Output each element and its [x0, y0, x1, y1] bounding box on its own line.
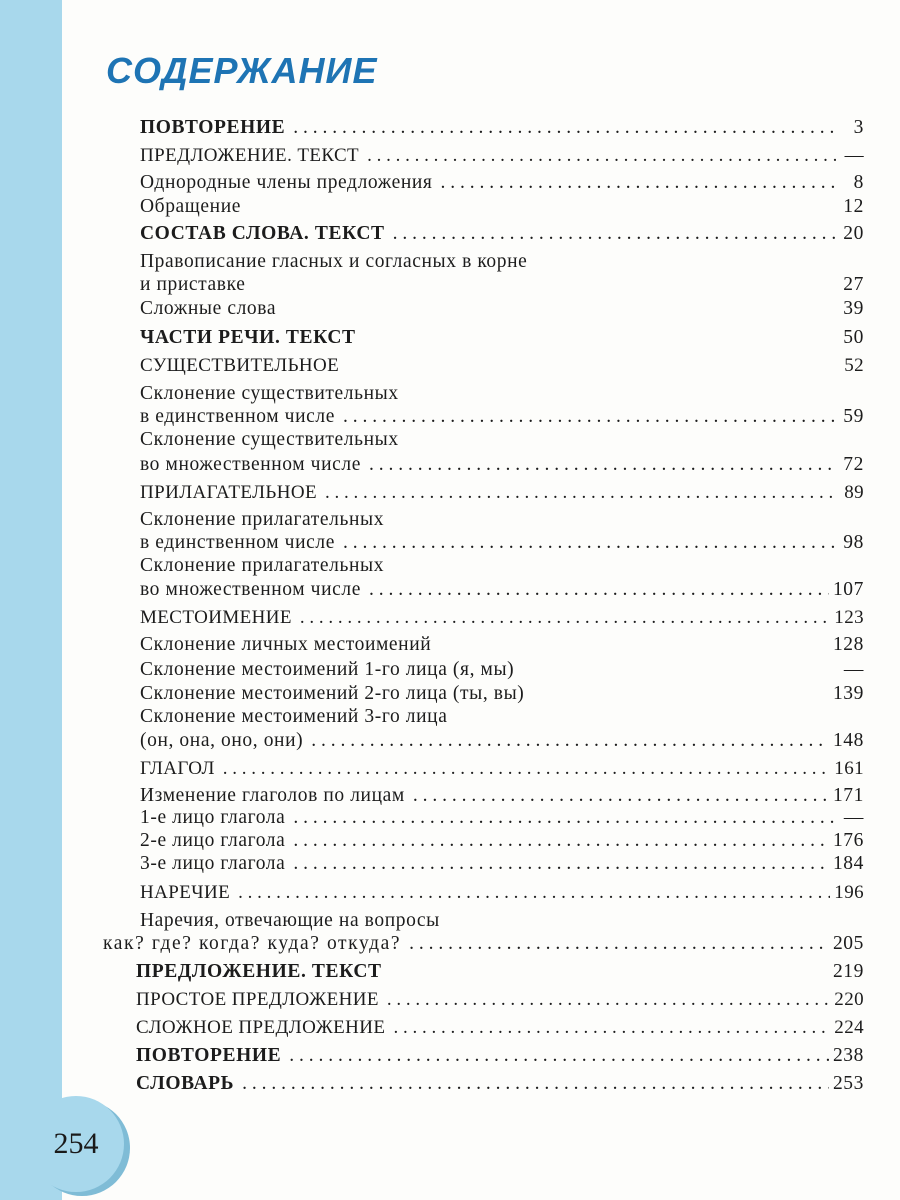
- toc-entry-page: 89: [844, 482, 864, 503]
- toc-entry-first-line: Правописание гласных и согласных в корне: [140, 251, 528, 272]
- toc-entry-page: 224: [834, 1017, 864, 1038]
- toc-entry-label: НАРЕЧИЕ: [140, 882, 231, 903]
- toc-entry-page: —: [843, 807, 864, 828]
- toc-entry-page: 98: [843, 532, 864, 553]
- toc-entry[interactable]: [140, 482, 864, 504]
- toc-entry[interactable]: [140, 196, 864, 218]
- dot-leader: [311, 730, 829, 752]
- toc-entry[interactable]: [140, 355, 864, 377]
- toc-entry-page: —: [844, 145, 864, 166]
- toc-entry-label: ПРЕДЛОЖЕНИЕ. ТЕКСТ: [140, 145, 360, 166]
- toc-entry[interactable]: [140, 758, 864, 780]
- toc-entry-page: —: [843, 659, 864, 680]
- side-color-strip: [0, 0, 62, 1200]
- dot-leader: [289, 1045, 829, 1067]
- toc-entry[interactable]: [140, 172, 864, 194]
- toc-entry-label: ГЛАГОЛ: [140, 758, 215, 779]
- toc-entry[interactable]: [140, 223, 864, 245]
- dot-leader: [369, 579, 829, 601]
- dot-leader: [293, 853, 829, 875]
- dot-leader: [300, 607, 830, 629]
- toc-entry[interactable]: [136, 1017, 864, 1039]
- dot-leader: [223, 758, 831, 780]
- dot-leader: [293, 117, 836, 139]
- toc-entry-label: в единственном числе: [140, 532, 335, 553]
- page-number: 254: [53, 1127, 99, 1160]
- toc-entry-label: СЛОЖНОЕ ПРЕДЛОЖЕНИЕ: [136, 1017, 386, 1038]
- toc-entry[interactable]: [140, 785, 864, 807]
- toc-entry-page: 219: [832, 961, 864, 982]
- toc-entry-page: 253: [832, 1073, 864, 1094]
- toc-entry[interactable]: [140, 683, 864, 705]
- toc-entry-label: ПОВТОРЕНИЕ: [136, 1045, 282, 1066]
- toc-entry[interactable]: [136, 961, 864, 983]
- toc-entry-page: 8: [853, 172, 864, 193]
- dot-leader: [293, 830, 829, 852]
- dot-leader: [238, 882, 830, 904]
- toc-entry[interactable]: [140, 579, 864, 601]
- toc-entry-label: Обращение: [140, 196, 242, 217]
- toc-entry[interactable]: [140, 607, 864, 629]
- toc-entry-label: 1-е лицо глагола: [140, 807, 286, 828]
- toc-entry-first-line: Склонение местоимений 3-го лица: [140, 706, 448, 727]
- toc-entry-label: во множественном числе: [140, 454, 361, 475]
- toc-entry[interactable]: [140, 532, 864, 554]
- toc-entry-first-line: Склонение существительных: [140, 383, 399, 404]
- toc-entry-label: Однородные члены предложения: [140, 172, 433, 193]
- toc-entry-label: Изменение глаголов по лицам: [140, 785, 405, 806]
- toc-entry[interactable]: [140, 882, 864, 904]
- dot-leader: [293, 807, 836, 829]
- toc-entry-page: 184: [832, 853, 864, 874]
- toc-entry-page: 171: [832, 785, 864, 806]
- toc-entry[interactable]: [136, 1073, 864, 1095]
- toc-entry[interactable]: [140, 853, 864, 875]
- toc-entry-page: 3: [853, 117, 864, 138]
- toc-entry-label: СЛОВАРЬ: [136, 1073, 235, 1094]
- toc-entry-label: ПРИЛАГАТЕЛЬНОЕ: [140, 482, 317, 503]
- toc-entry-page: 220: [834, 989, 864, 1010]
- dot-leader: [343, 406, 836, 428]
- toc-entry-page: 123: [834, 607, 864, 628]
- dot-leader: [325, 482, 836, 504]
- toc-entry-label: Склонение личных местоимений: [140, 634, 432, 655]
- toc-entry[interactable]: [140, 830, 864, 852]
- toc-entry-label: СОСТАВ СЛОВА. ТЕКСТ: [140, 223, 385, 244]
- toc-entry[interactable]: [140, 659, 864, 681]
- toc-entry-label: ПРЕДЛОЖЕНИЕ. ТЕКСТ: [136, 961, 382, 982]
- toc-entry-first-line: Склонение существительных: [140, 429, 399, 450]
- dot-leader: [387, 989, 830, 1011]
- dot-leader: [413, 785, 829, 807]
- toc-entry-page: 59: [843, 406, 864, 427]
- toc-entry-page: 128: [832, 634, 864, 655]
- toc-entry-page: 27: [843, 274, 864, 295]
- dot-leader: [242, 1073, 829, 1095]
- toc-entry-page: 52: [844, 355, 864, 376]
- toc-entry-page: 176: [832, 830, 864, 851]
- toc-entry-page: 148: [832, 730, 864, 751]
- toc-entry-label: 3-е лицо глагола: [140, 853, 286, 874]
- toc-entry-label: во множественном числе: [140, 579, 361, 600]
- toc-entry[interactable]: [140, 454, 864, 476]
- dot-leader: [409, 933, 829, 955]
- toc-entry[interactable]: [140, 117, 864, 139]
- toc-entry[interactable]: [136, 989, 864, 1011]
- toc-entry[interactable]: [140, 298, 864, 320]
- toc-entry-page: 72: [843, 454, 864, 475]
- toc-entry-label: Склонение местоимений 1-го лица (я, мы): [140, 659, 515, 680]
- toc-entry-first-line: Склонение прилагательных: [140, 509, 385, 530]
- toc-entry-label: СУЩЕСТВИТЕЛЬНОЕ: [140, 355, 340, 376]
- toc-entry-label: как? где? когда? куда? откуда?: [103, 933, 402, 954]
- toc-entry-label: Сложные слова: [140, 298, 277, 319]
- toc-entry-page: 205: [832, 933, 864, 954]
- dot-leader: [367, 145, 836, 167]
- toc-entry[interactable]: [140, 807, 864, 829]
- toc-entry-label: (он, она, оно, они): [140, 730, 304, 751]
- toc-entry[interactable]: [140, 730, 864, 752]
- dot-leader: [393, 1017, 830, 1039]
- toc-entry[interactable]: [140, 406, 864, 428]
- toc-entry-page: 238: [832, 1045, 864, 1066]
- toc-entry-label: МЕСТОИМЕНИЕ: [140, 607, 292, 628]
- toc-entry[interactable]: [136, 1045, 864, 1067]
- toc-entry-page: 39: [843, 298, 864, 319]
- toc-entry[interactable]: [140, 145, 864, 167]
- toc-entry[interactable]: [140, 327, 864, 349]
- page-title: СОДЕРЖАНИЕ: [106, 50, 378, 91]
- dot-leader: [343, 532, 836, 554]
- toc-entry-first-line: Склонение прилагательных: [140, 555, 385, 576]
- toc-entry-page: 50: [843, 327, 864, 348]
- toc-entry[interactable]: [103, 933, 864, 955]
- toc-entry-page: 139: [832, 683, 864, 704]
- toc-entry-page: 161: [834, 758, 864, 779]
- toc-entry-page: 107: [832, 579, 864, 600]
- dot-leader: [369, 454, 836, 476]
- toc-entry-label: и приставке: [140, 274, 246, 295]
- toc-entry[interactable]: [140, 274, 864, 296]
- toc-entry-label: Склонение местоимений 2-го лица (ты, вы): [140, 683, 525, 704]
- toc-entry-label: в единственном числе: [140, 406, 335, 427]
- toc-entry-label: ПРОСТОЕ ПРЕДЛОЖЕНИЕ: [136, 989, 379, 1010]
- toc-entry-label: ЧАСТИ РЕЧИ. ТЕКСТ: [140, 327, 356, 348]
- toc-entry-first-line: Наречия, отвечающие на вопросы: [140, 910, 440, 931]
- dot-leader: [393, 223, 836, 245]
- toc-entry-label: 2-е лицо глагола: [140, 830, 286, 851]
- toc-entry-page: 196: [834, 882, 864, 903]
- toc-entry-label: ПОВТОРЕНИЕ: [140, 117, 286, 138]
- toc-entry-page: 12: [843, 196, 864, 217]
- toc-entry[interactable]: [140, 634, 864, 656]
- toc-entry-page: 20: [843, 223, 864, 244]
- dot-leader: [440, 172, 836, 194]
